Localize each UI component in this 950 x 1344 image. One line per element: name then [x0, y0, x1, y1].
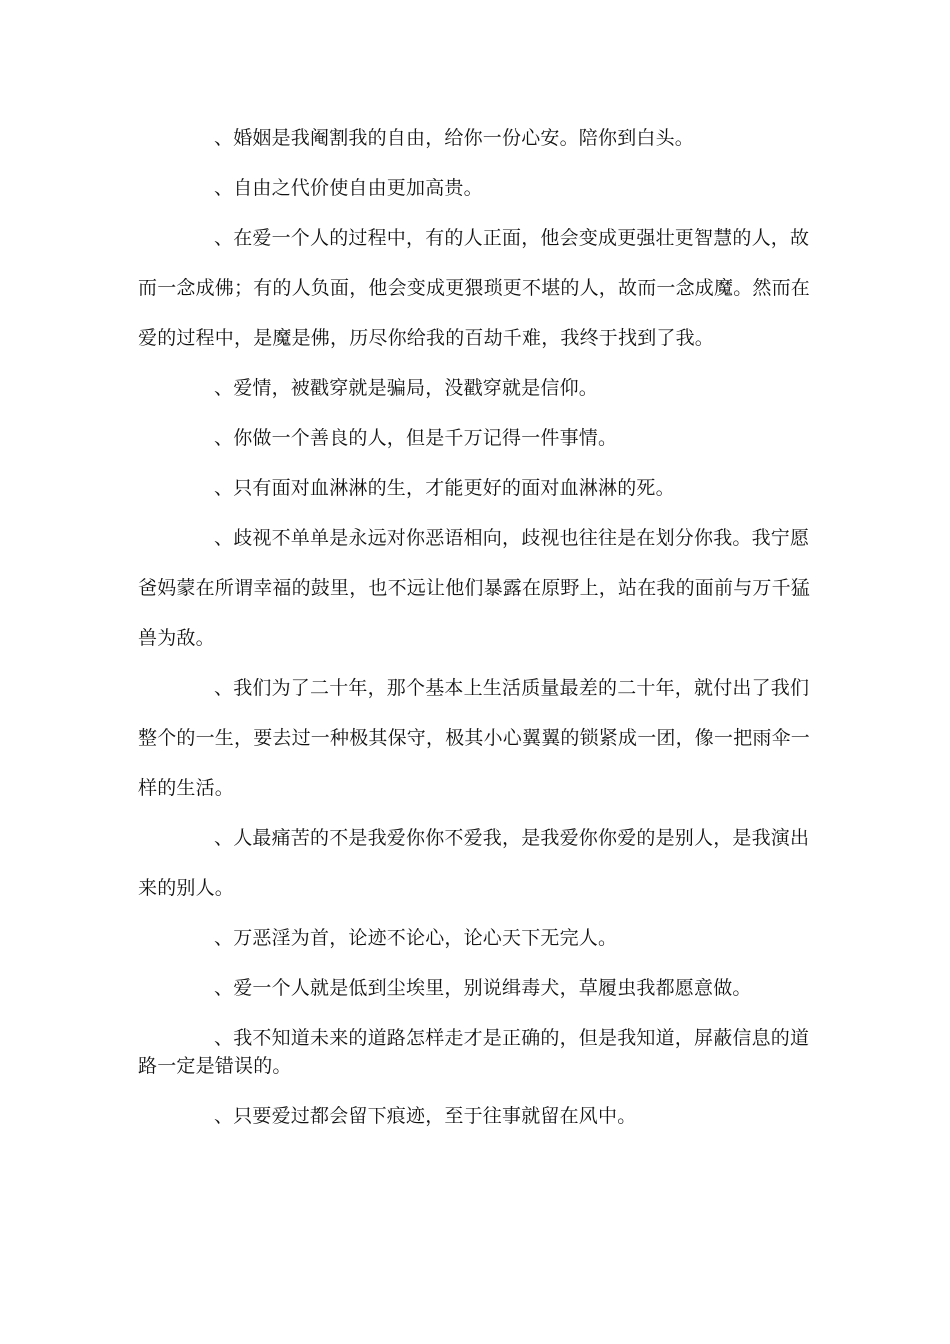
paragraph-3: 、在爱一个人的过程中，有的人正面，他会变成更强壮更智慧的人，故而一念成佛；有的人负面，他会变成更猥琐更不堪的人，故而一念成魔。然而在爱的过程中，是魔是佛，历尽你给我的百劫千难，我终于找到了我。 [138, 227, 811, 349]
paragraph-1: 、婚姻是我阉割我的自由，给你一份心安。陪你到白头。 [214, 127, 695, 149]
paragraph-8: 、我们为了二十年，那个基本上生活质量最差的二十年，就付出了我们整个的一生，要去过一种极其保守，极其小心翼翼的锁紧成一团，像一把雨伞一样的生活。 [138, 677, 811, 799]
paragraph-2: 、自由之代价使自由更加高贵。 [214, 177, 483, 199]
paragraph-5: 、你做一个善良的人，但是千万记得一件事情。 [214, 427, 618, 449]
paragraph-12: 、我不知道未来的道路怎样走才是正确的，但是我知道，屏蔽信息的道路一定是错误的。 [138, 1027, 810, 1077]
paragraph-10: 、万恶淫为首，论迹不论心，论心天下无完人。 [214, 927, 618, 949]
paragraph-7: 、歧视不单单是永远对你恶语相向，歧视也往往是在划分你我。我宁愿爸妈蒙在所谓幸福的鼓里，也不远让他们暴露在原野上，站在我的面前与万千猛兽为敌。 [138, 527, 811, 649]
paragraph-4: 、爱情，被戳穿就是骗局，没戳穿就是信仰。 [214, 377, 599, 399]
paragraph-13: 、只要爱过都会留下痕迹，至于往事就留在风中。 [214, 1105, 637, 1127]
document-body [138, 113, 818, 1141]
paragraph-9: 、人最痛苦的不是我爱你你不爱我，是我爱你你爱的是别人，是我演出来的别人。 [138, 827, 810, 899]
paragraph-11: 、爱一个人就是低到尘埃里，别说缉毒犬，草履虫我都愿意做。 [214, 977, 752, 999]
paragraph-6: 、只有面对血淋淋的生，才能更好的面对血淋淋的死。 [214, 477, 675, 499]
